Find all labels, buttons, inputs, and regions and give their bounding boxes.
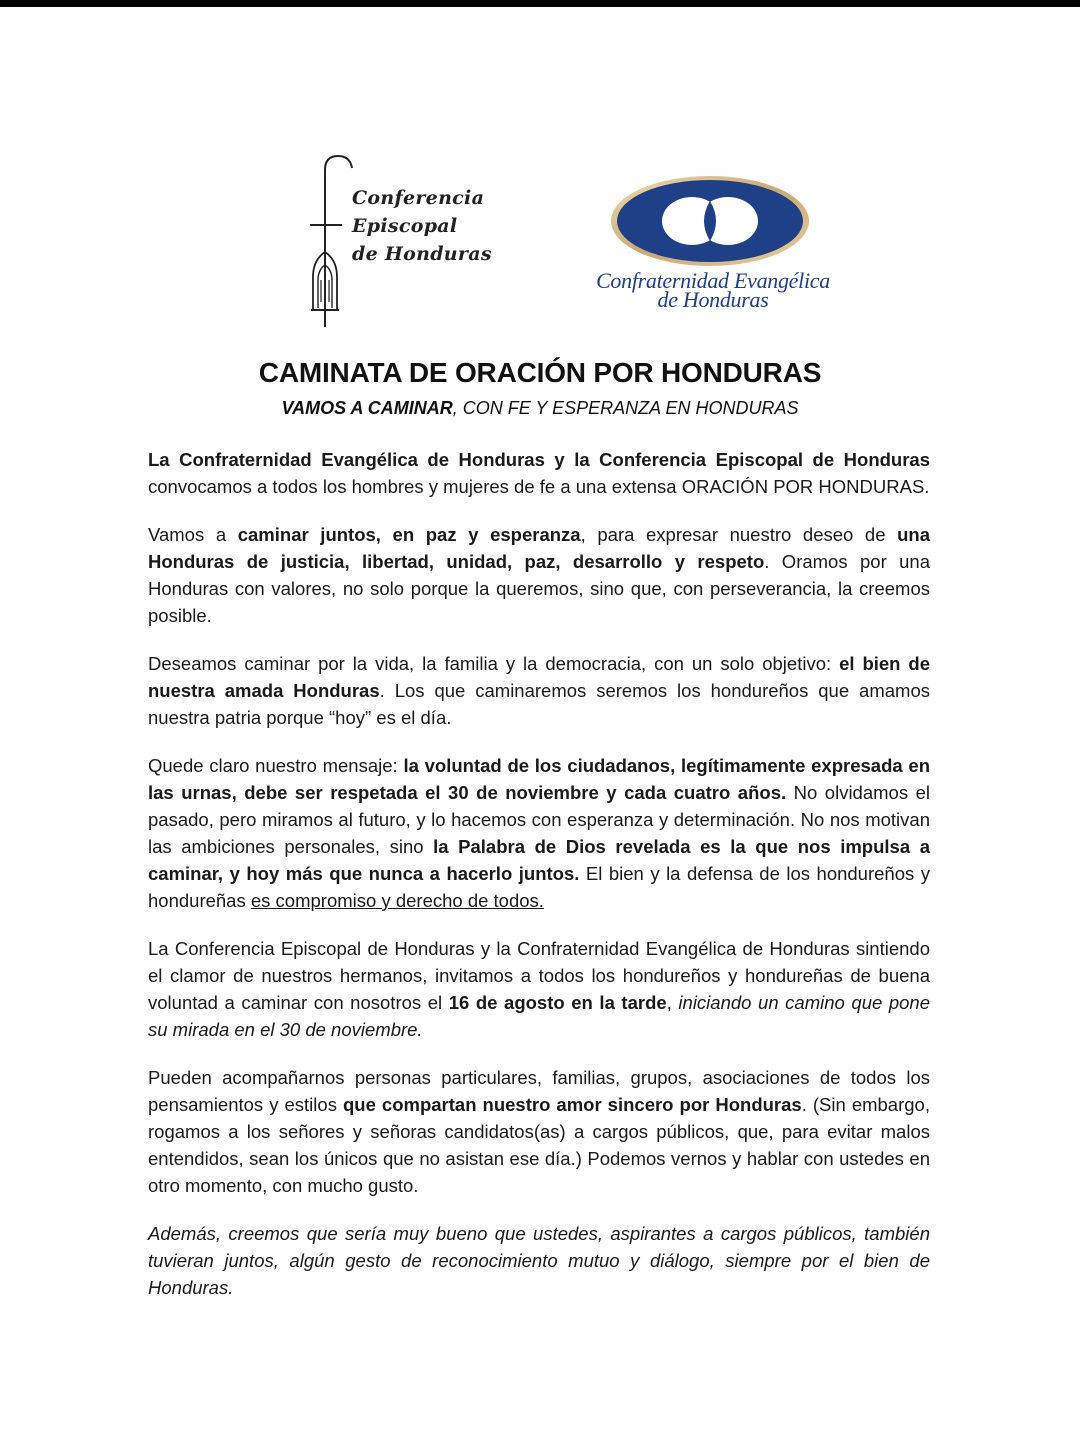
p2-text-a: Vamos a <box>148 524 238 545</box>
p4-text-c: El bien y la defensa de los hondureños y hondureñas <box>148 863 930 911</box>
subtitle-bold: VAMOS A CAMINAR <box>281 398 453 418</box>
p4-text-a: Quede claro nuestro mensaje: <box>148 755 404 776</box>
p6-text-a: Pueden acompañarnos personas particulares, familias, grupos, asociaciones de todos los pensamientos y estilos <box>148 1067 930 1115</box>
p4-text-b: No olvidamos el pasado, pero miramos al futuro, y lo hacemos con esperanza y determinación. No nos motivan las ambiciones personales, sino <box>148 782 930 857</box>
p1-text: convocamos a todos los hombres y mujeres de fe a una extensa ORACIÓN POR HONDURAS. <box>148 476 930 497</box>
p3-text-a: Deseamos caminar por la vida, la familia y la democracia, con un solo objetivo: <box>148 653 840 674</box>
p4-underlined: es compromiso y derecho de todos. <box>250 890 544 911</box>
p4-bold-a: la voluntad de los ciudadanos, legítimamente expresada en las urnas, debe ser respetada el 30 de noviembre y cada cuatro años. <box>148 755 930 803</box>
confra-line-2: de Honduras <box>657 287 769 312</box>
subtitle-rest: , CON FE Y ESPERANZA EN HONDURAS <box>452 398 799 418</box>
p3-text-b: . Los que caminaremos seremos los hondureños que amamos nuestra patria porque “hoy” es el día. <box>148 680 930 728</box>
page-title: CAMINATA DE ORACIÓN POR HONDURAS <box>258 357 822 388</box>
p6-bold: que compartan nuestro amor sincero por Honduras <box>342 1094 802 1115</box>
ceh-line-1: Conferencia <box>352 187 485 209</box>
p7-italic: Además, creemos que sería muy bueno que ustedes, aspirantes a cargos públicos, también tuvieran juntos, algún gesto de reconocimiento mutuo y diálogo, siempre por el bien de Honduras. <box>148 1223 930 1298</box>
confra-line-1: Confraternidad Evangélica <box>596 268 830 293</box>
p2-bold-a: caminar juntos, en paz y esperanza <box>237 524 581 545</box>
p3-bold: el bien de nuestra amada Honduras <box>148 653 930 701</box>
p2-bold-b: una Honduras de justicia, libertad, unidad, paz, desarrollo y respeto <box>148 524 931 572</box>
letter-body <box>148 446 930 1322</box>
p4-bold-b: la Palabra de Dios revelada es la que nos impulsa a caminar, y hoy más que nunca a hacerlo juntos. <box>148 836 930 884</box>
paragraph-2 <box>148 521 930 629</box>
ceh-line-3: de Honduras <box>352 243 492 265</box>
p5-bold: 16 de agosto en la tarde <box>448 992 667 1013</box>
page-subtitle <box>0 398 1080 419</box>
paragraph-5 <box>148 935 930 1043</box>
p5-text-a: La Conferencia Episcopal de Honduras y la Confraternidad Evangélica de Honduras sintiendo el clamor de nuestros hermanos, invitamos a todos los hondureños y hondureñas de buena voluntad a caminar con nosotros el <box>148 938 930 1013</box>
p6-text-b: . (Sin embargo, rogamos a los señores y señoras candidatos(as) a cargos públicos, que, para evitar malos entendidos, sean los únicos que no asistan ese día.) Podemos vernos y hablar con ustedes en otro momento, con mucho gusto. <box>148 1094 930 1196</box>
paragraph-3 <box>148 650 930 731</box>
confraternidad-evangelica-logo <box>588 175 838 325</box>
confraternidad-emblem-icon <box>610 175 810 267</box>
p1-bold: La Confraternidad Evangélica de Honduras y la Conferencia Episcopal de Honduras <box>148 449 930 470</box>
p2-text-b: , para expresar nuestro deseo de <box>580 524 898 545</box>
paragraph-4 <box>148 752 930 914</box>
conferencia-episcopal-logo <box>300 152 500 332</box>
paragraph-7 <box>148 1220 930 1301</box>
paragraph-1 <box>148 446 930 500</box>
crozier-cathedral-icon <box>300 152 360 332</box>
ceh-line-2: Episcopal <box>352 215 458 237</box>
p2-text-c: . Oramos por una Honduras con valores, no solo porque la queremos, sino que, con perseverancia, la creemos posible. <box>148 551 930 626</box>
paragraph-6 <box>148 1064 930 1199</box>
p5-italic: iniciando un camino que pone su mirada en el 30 de noviembre. <box>148 992 931 1040</box>
top-border <box>0 0 1080 7</box>
p5-text-b: , <box>666 992 679 1013</box>
